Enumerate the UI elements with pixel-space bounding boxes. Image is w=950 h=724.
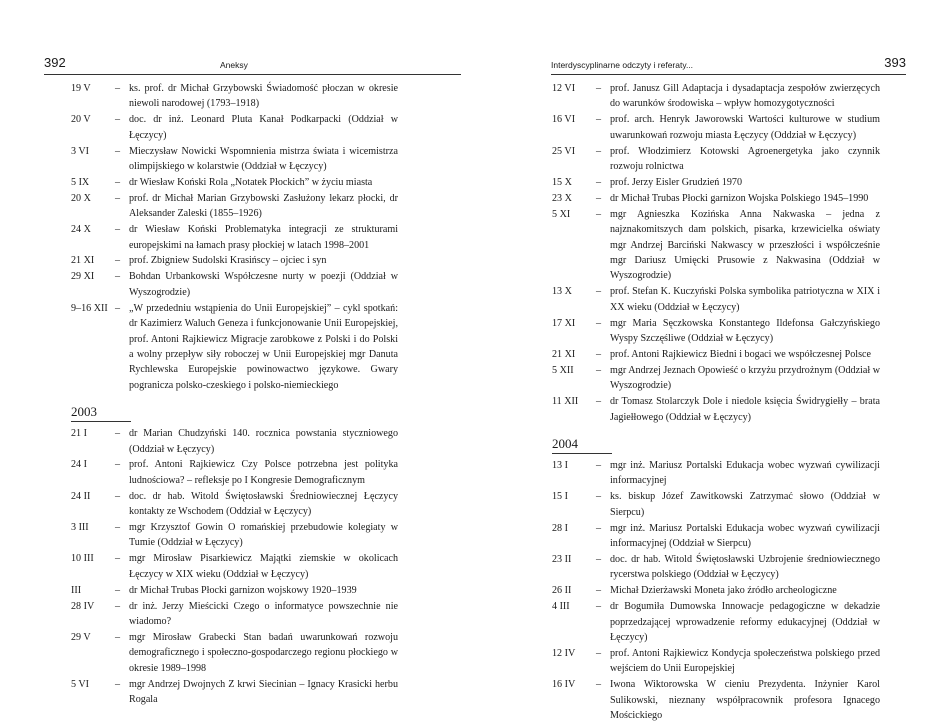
dash-separator: – bbox=[115, 224, 121, 236]
lecture-entry bbox=[71, 191, 398, 222]
lecture-date: 3 III bbox=[71, 522, 89, 534]
dash-separator: – bbox=[596, 114, 602, 126]
lecture-entry bbox=[552, 677, 880, 723]
dash-separator: – bbox=[115, 631, 121, 643]
lecture-list bbox=[552, 81, 880, 724]
lecture-date: 28 I bbox=[552, 522, 568, 534]
dash-separator: – bbox=[596, 348, 602, 360]
lecture-entry bbox=[71, 599, 398, 630]
lecture-description: prof. dr Michał Marian Grzybowski Zasłużony lekarz płocki, dr Aleksander Zaleski (1855–1926) bbox=[129, 192, 398, 220]
lecture-date: 5 IX bbox=[71, 176, 90, 188]
lecture-entry bbox=[552, 583, 880, 598]
dash-separator: – bbox=[596, 459, 602, 471]
lecture-date: 29 V bbox=[71, 631, 91, 643]
lecture-entry bbox=[71, 520, 398, 551]
dash-separator: – bbox=[596, 83, 602, 94]
lecture-description: Bohdan Urbankowski Współczesne nurty w poezji (Oddział w Wyszogrodzie) bbox=[129, 271, 398, 298]
lecture-entry bbox=[552, 552, 880, 583]
running-title: Interdyscyplinarne odczyty i referaty... bbox=[551, 60, 694, 70]
running-header bbox=[44, 52, 461, 75]
dash-separator: – bbox=[596, 679, 602, 691]
lecture-description: prof. Zbigniew Sudolski Krasińscy – ojciec i syn bbox=[129, 255, 327, 267]
lecture-date: 28 IV bbox=[71, 600, 95, 612]
lecture-description: mgr inż. Mariusz Portalski Edukacja wobec wyzwań cywilizacji informacyjnej bbox=[610, 459, 880, 487]
lecture-description: prof. Antoni Rajkiewicz Kondycja społeczeństwa polskiego przed wejściem do Unii Europejskiej bbox=[610, 647, 880, 675]
lecture-date: 24 II bbox=[71, 490, 91, 502]
lecture-description: mgr Andrzej Dwojnych Z krwi Siecinian – Ignacy Krasicki herbu Rogala bbox=[129, 678, 398, 706]
lecture-date: 19 V bbox=[71, 83, 91, 94]
lecture-entry bbox=[71, 144, 398, 175]
lecture-date: 24 I bbox=[71, 459, 87, 471]
page-number: 392 bbox=[44, 55, 66, 70]
lecture-date: 16 IV bbox=[552, 679, 576, 691]
lecture-date: 16 VI bbox=[552, 114, 576, 126]
lecture-description: doc. dr hab. Witold Świętosławski Uzbrojenie średniowiecznego rycerstwa polskiego (Oddział w Łęczycy) bbox=[610, 553, 880, 581]
dash-separator: – bbox=[596, 522, 602, 534]
lecture-entry bbox=[71, 583, 398, 598]
lecture-description: mgr Krzysztof Gowin O romańskiej przebudowie kolegiaty w Tumie (Oddział w Łęczycy) bbox=[129, 522, 398, 549]
lecture-description: mgr inż. Mariusz Portalski Edukacja wobec wyzwań cywilizacji informacyjnej (Oddział w Sierpcu) bbox=[610, 522, 880, 549]
lecture-date: 5 VI bbox=[71, 678, 90, 690]
lecture-entry bbox=[71, 112, 398, 143]
dash-separator: – bbox=[115, 459, 121, 471]
lecture-entry bbox=[552, 81, 880, 112]
lecture-date: 13 I bbox=[552, 459, 568, 471]
dash-separator: – bbox=[115, 83, 121, 94]
lecture-date: 29 XI bbox=[71, 271, 95, 283]
dash-separator: – bbox=[115, 600, 121, 612]
lecture-date: 21 XI bbox=[552, 348, 576, 360]
lecture-entry bbox=[71, 630, 398, 676]
lecture-date: 26 II bbox=[552, 585, 572, 597]
lecture-description: dr Bogumiła Dumowska Innowacje pedagogiczne w dekadzie poprzedzającej wprowadzenie reformy edukacyjnej (Oddział w Łęczycy) bbox=[610, 601, 880, 643]
dash-separator: – bbox=[596, 396, 602, 408]
lecture-description: prof. Stefan K. Kuczyński Polska symbolika patriotyczna w XIX i XX wieku (Oddział w Łęczycy) bbox=[610, 286, 880, 313]
lecture-entry bbox=[71, 301, 398, 393]
lecture-entry bbox=[552, 394, 880, 425]
lecture-description: prof. arch. Henryk Jaworowski Wartości kulturowe w studium uwarunkowań rozwoju miasta Łęczycy (Oddział w Łęczycy) bbox=[610, 114, 880, 141]
lecture-entry bbox=[552, 363, 880, 394]
dash-separator: – bbox=[115, 553, 121, 565]
lecture-date: 11 XII bbox=[552, 396, 579, 408]
dash-separator: – bbox=[115, 428, 121, 440]
lecture-description: prof. Janusz Gill Adaptacja i dysadaptacja zespołów zwierzęcych do warunków środowiska – wpływ homozygotyczności bbox=[610, 83, 880, 110]
lecture-description: mgr Agnieszka Kozińska Anna Nakwaska – jedna z najznakomitszych dam polskich, pisarka, krzewicielka oświaty mgr Andrzej Barciński Nakwascy w przeszłości i współcześnie mgr Dariusz Umięcki Prusowie z Nakwasina (Oddział w Wyszogrodzie) bbox=[610, 208, 880, 282]
dash-separator: – bbox=[115, 678, 121, 690]
dash-separator: – bbox=[115, 490, 121, 502]
lecture-date: III bbox=[71, 584, 82, 596]
lecture-entry bbox=[552, 489, 880, 520]
lecture-description: doc. dr inż. Leonard Pluta Kanał Podkarpacki (Oddział w Łęczycy) bbox=[129, 114, 398, 141]
lecture-date: 23 II bbox=[552, 553, 572, 565]
lecture-entry bbox=[552, 175, 880, 190]
lecture-description: dr inż. Jerzy Mieścicki Czego o informatyce powszechnie nie wiadomo? bbox=[129, 600, 398, 627]
dash-separator: – bbox=[115, 522, 121, 534]
lecture-entry bbox=[71, 457, 398, 488]
lecture-entry bbox=[71, 253, 398, 268]
lecture-entry bbox=[71, 222, 398, 253]
dash-separator: – bbox=[115, 176, 121, 188]
lecture-entry bbox=[552, 599, 880, 645]
dash-separator: – bbox=[596, 192, 602, 204]
lecture-description: ks. prof. dr Michał Grzybowski Świadomość płoczan w okresie niewoli narodowej (1793–1918) bbox=[129, 83, 398, 110]
lecture-date: 10 III bbox=[71, 553, 94, 565]
lecture-description: Iwona Wiktorowska W cieniu Prezydenta. Inżynier Karol Sulikowski, nieznany współpracownik profesora Ignacego Mościckiego bbox=[610, 679, 880, 721]
year-heading: 2004 bbox=[552, 436, 612, 454]
lecture-date: 12 IV bbox=[552, 647, 576, 659]
dash-separator: – bbox=[115, 255, 121, 267]
year-heading: 2003 bbox=[71, 404, 131, 422]
dash-separator: – bbox=[596, 364, 602, 376]
lecture-description: mgr Maria Sęczkowska Konstantego Ildefonsa Gałczyńskiego Wyspy Szczęśliwe (Oddział w Łęczycy) bbox=[610, 317, 880, 344]
lecture-date: 21 XI bbox=[71, 255, 95, 267]
lecture-date: 9–16 XII bbox=[71, 302, 108, 314]
lecture-entry bbox=[552, 191, 880, 206]
lecture-date: 17 XI bbox=[552, 317, 576, 329]
lecture-entry bbox=[552, 112, 880, 143]
lecture-entry bbox=[552, 284, 880, 315]
lecture-list bbox=[71, 81, 398, 708]
lecture-date: 20 X bbox=[71, 192, 91, 204]
lecture-description: prof. Włodzimierz Kotowski Agroenergetyka jako czynnik rozwoju rolnictwa bbox=[610, 145, 880, 173]
lecture-entry bbox=[71, 81, 398, 112]
lecture-entry bbox=[71, 551, 398, 582]
lecture-date: 5 XI bbox=[552, 208, 571, 220]
lecture-description: mgr Mirosław Pisarkiewicz Majątki ziemskie w okolicach Łęczycy w XIX wieku (Oddział w Łęczycy) bbox=[129, 553, 398, 580]
lecture-date: 5 XII bbox=[552, 364, 574, 376]
page-number: 393 bbox=[884, 55, 906, 70]
lecture-date: 4 III bbox=[552, 601, 570, 613]
lecture-date: 24 X bbox=[71, 224, 91, 236]
dash-separator: – bbox=[596, 208, 602, 220]
lecture-description: dr Michał Trubas Płocki garnizon Wojska Polskiego 1945–1990 bbox=[610, 192, 869, 204]
lecture-description: dr Marian Chudzyński 140. rocznica powstania styczniowego (Oddział w Łęczycy) bbox=[129, 428, 398, 455]
lecture-description: dr Tomasz Stolarczyk Dole i niedole księcia Świdrygiełły – brata Jagiełłowego (Oddział w Łęczycy) bbox=[610, 396, 880, 423]
dash-separator: – bbox=[115, 302, 121, 314]
lecture-description: prof. Antoni Rajkiewicz Biedni i bogaci we współczesnej Polsce bbox=[610, 348, 871, 360]
lecture-description: dr Wiesław Koński Rola „Notatek Płockich” w życiu miasta bbox=[129, 176, 373, 188]
left-page bbox=[0, 0, 475, 706]
lecture-description: doc. dr hab. Witold Świętosławski Średniowiecznej Łęczycy kontakty ze Wschodem (Oddział w Łęczycy) bbox=[129, 490, 398, 518]
lecture-date: 21 I bbox=[71, 428, 87, 440]
dash-separator: – bbox=[596, 491, 602, 503]
lecture-description: Michał Dzierżawski Moneta jako źródło archeologiczne bbox=[610, 585, 837, 597]
lecture-description: dr Michał Trubas Płocki garnizon wojskowy 1920–1939 bbox=[129, 584, 357, 596]
lecture-description: prof. Antoni Rajkiewicz Czy Polsce potrzebna jest polityka ludnościowa? – refleksje po I Kongresie Demograficznym bbox=[129, 459, 398, 486]
dash-separator: – bbox=[596, 317, 602, 329]
lecture-entry bbox=[552, 521, 880, 552]
dash-separator: – bbox=[596, 585, 602, 597]
dash-separator: – bbox=[115, 114, 121, 126]
lecture-description: mgr Andrzej Jeznach Opowieść o krzyżu przydrożnym (Oddział w Wyszogrodzie) bbox=[610, 364, 880, 392]
lecture-entry bbox=[71, 426, 398, 457]
lecture-entry bbox=[71, 269, 398, 300]
dash-separator: – bbox=[115, 145, 121, 157]
lecture-description: Mieczysław Nowicki Wspomnienia mistrza świata i wicemistrza olimpijskiego w kolarstwie (Oddział w Łęczycy) bbox=[129, 145, 398, 173]
lecture-entry bbox=[552, 144, 880, 175]
running-title: Aneksy bbox=[220, 60, 248, 70]
dash-separator: – bbox=[596, 553, 602, 565]
dash-separator: – bbox=[115, 271, 121, 283]
lecture-date: 20 V bbox=[71, 114, 91, 126]
lecture-entry bbox=[71, 677, 398, 708]
dash-separator: – bbox=[596, 601, 602, 613]
lecture-entry bbox=[552, 347, 880, 362]
lecture-entry bbox=[552, 316, 880, 347]
lecture-date: 12 VI bbox=[552, 83, 576, 94]
lecture-date: 13 X bbox=[552, 286, 572, 298]
lecture-date: 23 X bbox=[552, 192, 572, 204]
lecture-description: dr Wiesław Koński Problematyka integracji ze strukturami europejskimi na łamach prasy płockiej w latach 1998–2001 bbox=[129, 224, 398, 251]
lecture-description: prof. Jerzy Eisler Grudzień 1970 bbox=[610, 176, 743, 188]
lecture-entry bbox=[552, 207, 880, 284]
dash-separator: – bbox=[596, 145, 602, 157]
lecture-description: ks. biskup Józef Zawitkowski Zatrzymać słowo (Oddział w Sierpcu) bbox=[610, 491, 880, 518]
lecture-entry bbox=[71, 175, 398, 190]
lecture-entry bbox=[552, 458, 880, 489]
dash-separator: – bbox=[596, 286, 602, 298]
lecture-entry bbox=[71, 489, 398, 520]
dash-separator: – bbox=[115, 192, 121, 204]
dash-separator: – bbox=[596, 176, 602, 188]
lecture-date: 15 X bbox=[552, 176, 572, 188]
lecture-description: mgr Mirosław Grabecki Stan badań uwarunkowań rozwoju demograficznego i społeczno-gospodarczego regionu płockiego w okresie 1989–1998 bbox=[129, 631, 398, 674]
lecture-date: 25 VI bbox=[552, 145, 576, 157]
running-header bbox=[551, 52, 906, 75]
lecture-entry bbox=[552, 646, 880, 677]
lecture-date: 15 I bbox=[552, 491, 568, 503]
dash-separator: – bbox=[596, 647, 602, 659]
lecture-description: „W przededniu wstąpienia do Unii Europejskiej” – cykl spotkań: dr Kazimierz Waluch Geneza i funkcjonowanie Unii Europejskiej, prof. Antoni Rajkiewicz Migracje zarobkowe z Polski i do Polski a wolny przepływ siły roboczej w Unii Europejskiej mgr Danuta Rychlewska Europejskie powinowactwo językowe. Gwary pogranicza polsko-czeskiego i polsko-niemieckiego bbox=[129, 302, 398, 391]
dash-separator: – bbox=[115, 584, 121, 596]
lecture-date: 3 VI bbox=[71, 145, 90, 157]
